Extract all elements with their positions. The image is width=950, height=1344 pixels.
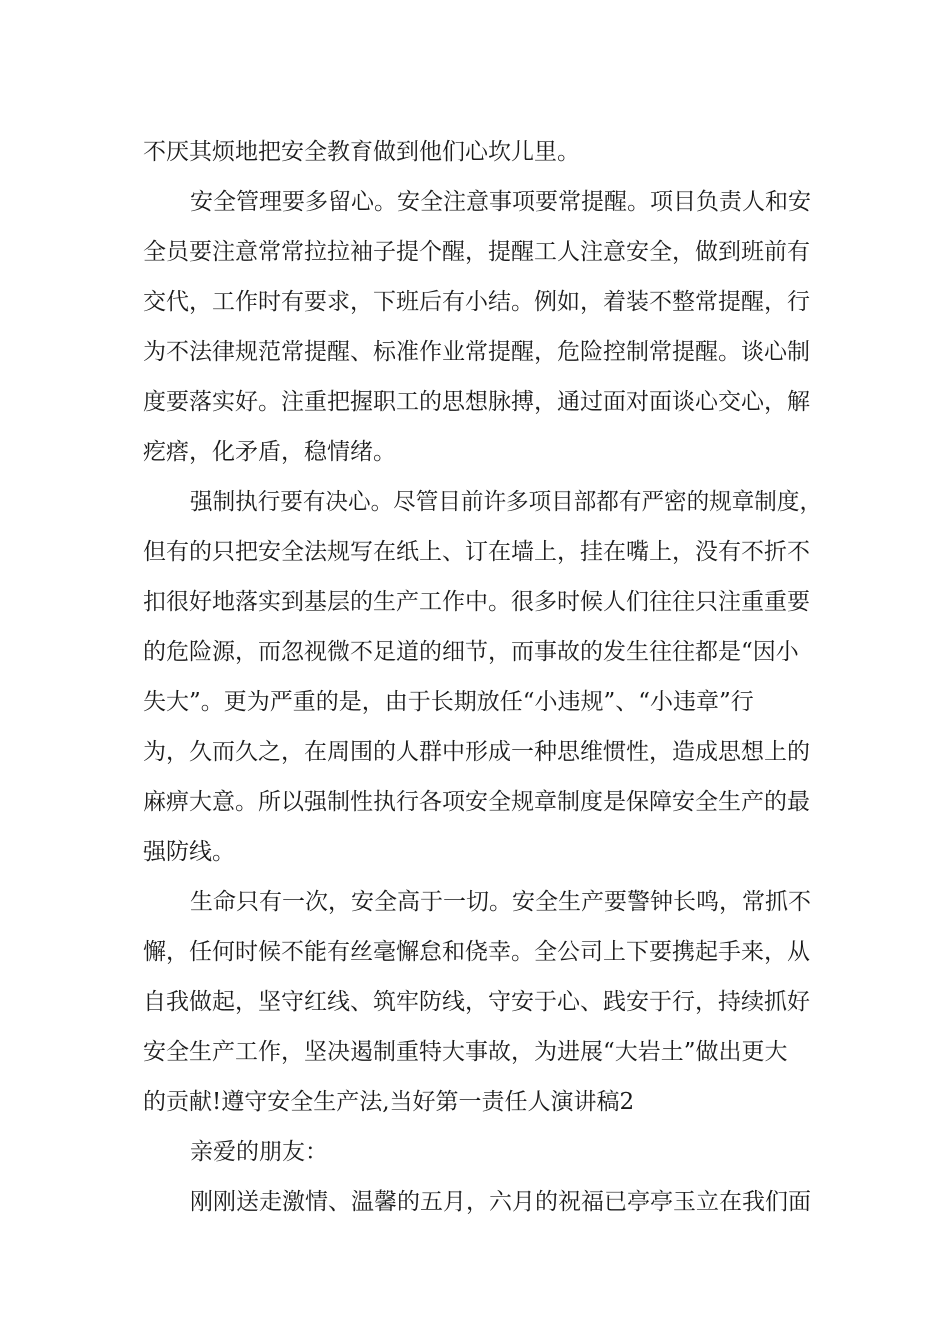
text-line [0,384,950,420]
text-line [0,884,950,920]
line-text: 强制执行要有决心。尽管目前许多项目部都有严密的规章制度， [190,489,823,515]
line-text: 交代，工作时有要求，下班后有小结。例如，着装不整常提醒，行 [143,289,810,315]
line-text: 不厌其烦地把安全教育做到他们心坎儿里。 [143,139,580,165]
line-text: 安全管理要多留心。安全注意事项要常提醒。项目负责人和安 [190,189,811,215]
text-line [0,334,950,370]
line-text: 刚刚送走激情、温馨的五月，六月的祝福已亭亭玉立在我们面 [190,1189,811,1215]
line-text: 为不法律规范常提醒、标准作业常提醒，危险控制常提醒。谈心制 [143,339,810,365]
text-line [0,934,950,970]
text-line [0,434,950,470]
text-line [0,634,950,670]
line-text: 亲爱的朋友： [190,1139,328,1165]
line-text: 的危险源，而忽视微不足道的细节，而事故的发生往往都是“因小 [143,639,799,665]
text-line [0,484,950,520]
text-line [0,184,950,220]
line-text: 懈，任何时候不能有丝毫懈怠和侥幸。全公司上下要携起手来，从 [143,939,810,965]
line-text: 但有的只把安全法规写在纸上、订在墙上，挂在嘴上，没有不折不 [143,539,810,565]
text-line [0,834,950,870]
text-line [0,284,950,320]
text-line [0,784,950,820]
line-text: 全员要注意常常拉拉袖子提个醒，提醒工人注意安全，做到班前有 [143,239,810,265]
line-text: 安全生产工作，坚决遏制重特大事故，为进展“大岩土”做出更大 [143,1039,788,1065]
line-text: 疙瘩，化矛盾，稳情绪。 [143,439,396,465]
text-line [0,534,950,570]
line-text: 生命只有一次，安全高于一切。安全生产要警钟长鸣，常抓不 [190,889,811,915]
text-line [0,1184,950,1220]
line-text: 的贡献!遵守安全生产法,当好第一责任人演讲稿2 [143,1089,635,1115]
text-line [0,134,950,170]
line-text: 强防线。 [143,839,235,865]
line-text: 失大”。更为严重的是，由于长期放任“小违规”、“小违章”行 [143,689,754,715]
text-line [0,234,950,270]
text-line [0,1134,950,1170]
text-line [0,584,950,620]
text-line [0,684,950,720]
text-line [0,1034,950,1070]
text-line [0,734,950,770]
line-text: 自我做起，坚守红线、筑牢防线，守安于心、践安于行，持续抓好 [143,989,810,1015]
line-text: 麻痹大意。所以强制性执行各项安全规章制度是保障安全生产的最 [143,789,810,815]
text-line [0,1084,950,1120]
line-text: 扣很好地落实到基层的生产工作中。很多时候人们往往只注重重要 [143,589,810,615]
text-line [0,984,950,1020]
line-text: 度要落实好。注重把握职工的思想脉搏，通过面对面谈心交心，解 [143,389,810,415]
line-text: 为，久而久之，在周围的人群中形成一种思维惯性，造成思想上的 [143,739,810,765]
